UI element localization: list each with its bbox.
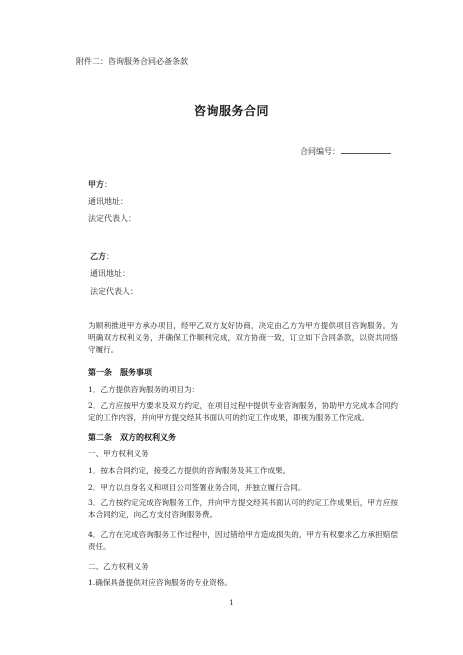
party-a-heading [88, 180, 112, 190]
party-a-address: 通讯地址： [88, 197, 128, 206]
article-2-subheading-b: 二、乙方权利义务 [88, 562, 149, 571]
contract-number-label: 合同编号： [300, 147, 340, 156]
article-2-a-item-3: 3．乙方按约定完成咨询服务工作，并向甲方提交经其书面认可的约定工作成果后，甲方应按本合同约定，向乙方支付咨询服务费。 [88, 498, 398, 519]
party-a-legal-rep: 法定代表人： [88, 214, 136, 223]
party-b-label: 乙方 [90, 252, 106, 261]
party-b-legal-rep: 法定代表人： [90, 287, 138, 296]
article-1-title: 服务事项 [120, 368, 152, 377]
article-1-item-2: 2．乙方应按甲方要求及双方约定，在项目过程中提供专业咨询服务，协助甲方完成本合同约定的工作内容，并向甲方提交经其书面认可的约定工作成果，即视为服务工作完成。 [88, 401, 398, 422]
article-2-heading [88, 433, 176, 443]
party-a-colon: ： [104, 180, 112, 189]
article-2-subheading-a: 一、甲方权利义务 [88, 449, 149, 458]
party-b-colon: ： [106, 252, 114, 261]
article-2-number: 第二条 [88, 433, 112, 442]
page-number: 1 [229, 599, 234, 607]
party-a-label: 甲方 [88, 180, 104, 189]
contract-number-field [300, 145, 391, 157]
party-b-heading [90, 252, 114, 262]
article-1-number: 第一条 [88, 368, 112, 377]
intro-paragraph: 为顺利推进甲方承办项目，经甲乙双方友好协商，决定由乙方为甲方提供项目咨询服务。为明确双方权利义务，并确保工作顺利完成，双方协商一致，订立如下合同条款，以资共同恪守履行。 [88, 321, 398, 354]
article-1-item-1: 1．乙方提供咨询服务的项目为： [88, 385, 200, 394]
article-2-a-item-1: 1．按本合同约定，接受乙方提供的咨询服务及其工作成果。 [88, 466, 291, 475]
page-title: 咨询服务合同 [193, 104, 269, 118]
attachment-title: 附件二：咨询服务合同必备条款 [76, 57, 188, 66]
article-2-b-item-1: 1.确保具备提供对应咨询服务的专业资格。 [88, 578, 232, 587]
party-b-address: 通讯地址： [90, 269, 130, 278]
article-2-title: 双方的权利义务 [120, 433, 176, 442]
contract-number-blank [341, 145, 391, 154]
article-2-a-item-4: 4．乙方在完成咨询服务工作过程中，因过错给甲方造成损失的，甲方有权要求乙方承担赔偿责任。 [88, 530, 398, 551]
article-1-heading [88, 368, 152, 378]
article-2-a-item-2: 2．甲方以自身名义和项目公司签署业务合同，并独立履行合同。 [88, 483, 306, 492]
